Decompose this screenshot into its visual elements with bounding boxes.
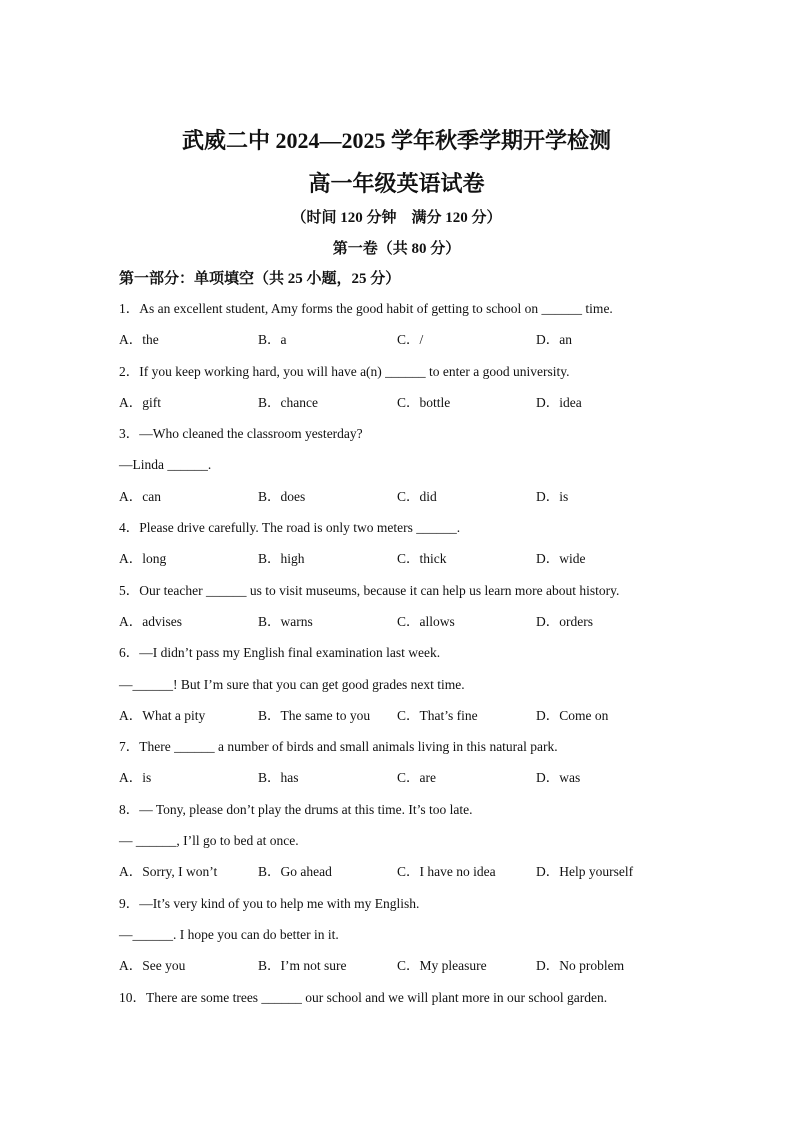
- question-list: [119, 298, 679, 1018]
- question-item: [119, 893, 679, 987]
- question-stem: 1．As an excellent student, Amy forms the good habit of getting to school on ______ time.: [119, 301, 613, 316]
- question-stem: 7．There ______ a number of birds and small animals living in this natural park.: [119, 739, 558, 755]
- question-stem: 10．There are some trees ______ our school and we will plant more in our school garden.: [119, 989, 608, 1005]
- answer-option: B．high: [258, 551, 305, 567]
- answer-option: C．I have no idea: [397, 864, 496, 880]
- answer-option: A．the: [119, 332, 159, 348]
- question-stem: 4．Please drive carefully. The road is only two meters ______.: [119, 520, 461, 536]
- answer-option: B．chance: [258, 394, 318, 410]
- question-item: [119, 423, 679, 517]
- answer-option: A．See you: [119, 958, 186, 974]
- answer-option: A．What a pity: [119, 707, 206, 723]
- answer-option: B．does: [258, 488, 306, 504]
- options-row: [119, 392, 679, 423]
- answer-option: B．has: [258, 770, 299, 786]
- question-stem: 6．—I didn’t pass my English final examination last week.: [119, 645, 441, 661]
- question-item: [119, 361, 679, 424]
- time-info: （时间 120 分钟 满分 120 分）: [291, 210, 502, 226]
- answer-option: C．are: [397, 770, 436, 786]
- question-stem: 8．— Tony, please don’t play the drums at this time. It’s too late.: [119, 801, 473, 817]
- question-item: [119, 987, 679, 1018]
- options-row: [119, 329, 679, 360]
- answer-option: C．did: [397, 488, 437, 504]
- answer-option: D．No problem: [536, 958, 625, 974]
- question-stem: 2．If you keep working hard, you will have a(n) ______ to enter a good university.: [119, 363, 570, 379]
- question-item: [119, 736, 679, 799]
- question-item: [119, 517, 679, 580]
- answer-option: C．/: [397, 332, 424, 348]
- options-row: [119, 486, 679, 517]
- answer-option: D．is: [536, 488, 569, 504]
- question-dialogue-line: —Linda ______.: [119, 457, 212, 473]
- question-dialogue-line: — ______, I’ll go to bed at once.: [119, 833, 299, 849]
- answer-option: B．Go ahead: [258, 864, 332, 880]
- answer-option: D．idea: [536, 394, 582, 410]
- answer-option: B．a: [258, 332, 287, 348]
- answer-option: A．is: [119, 770, 152, 786]
- answer-option: D．Come on: [536, 707, 609, 723]
- question-item: [119, 642, 679, 736]
- answer-option: D．was: [536, 770, 581, 786]
- exam-subtitle: 高一年级英语试卷: [308, 171, 485, 196]
- question-stem: 3．—Who cleaned the classroom yesterday?: [119, 426, 363, 442]
- options-row: [119, 548, 679, 579]
- answer-option: A．long: [119, 551, 167, 567]
- question-item: [119, 580, 679, 643]
- options-row: [119, 611, 679, 642]
- question-dialogue-line: —______. I hope you can do better in it.: [119, 926, 339, 942]
- options-row: [119, 767, 679, 798]
- answer-option: B．I’m not sure: [258, 958, 347, 974]
- question-dialogue-line: —______! But I’m sure that you can get good grades next time.: [119, 676, 465, 692]
- answer-option: A．Sorry, I won’t: [119, 864, 218, 880]
- question-item: [119, 298, 679, 361]
- answer-option: D．an: [536, 332, 572, 348]
- answer-option: D．wide: [536, 551, 586, 567]
- answer-option: B．warns: [258, 613, 313, 629]
- volume-heading: 第一卷（共 80 分）: [332, 241, 461, 257]
- answer-option: D．Help yourself: [536, 864, 634, 880]
- options-row: [119, 955, 679, 986]
- answer-option: A．can: [119, 488, 161, 504]
- answer-option: C．My pleasure: [397, 958, 487, 974]
- exam-title: 武威二中 2024—2025 学年秋季学期开学检测: [181, 128, 611, 153]
- answer-option: C．bottle: [397, 394, 451, 410]
- question-stem: 5．Our teacher ______ us to visit museums, because it can help us learn more about history.: [119, 582, 620, 598]
- answer-option: C．That’s fine: [397, 707, 478, 723]
- answer-option: A．advises: [119, 613, 182, 629]
- section-heading: 第一部分：单项填空（共 25 小题，25 分）: [119, 271, 401, 287]
- answer-option: D．orders: [536, 613, 593, 629]
- answer-option: C．thick: [397, 551, 447, 567]
- answer-option: B．The same to you: [258, 707, 371, 723]
- options-row: [119, 861, 679, 892]
- answer-option: A．gift: [119, 394, 161, 410]
- options-row: [119, 705, 679, 736]
- question-item: [119, 799, 679, 893]
- question-stem: 9．—It’s very kind of you to help me with my English.: [119, 895, 420, 911]
- answer-option: C．allows: [397, 613, 455, 629]
